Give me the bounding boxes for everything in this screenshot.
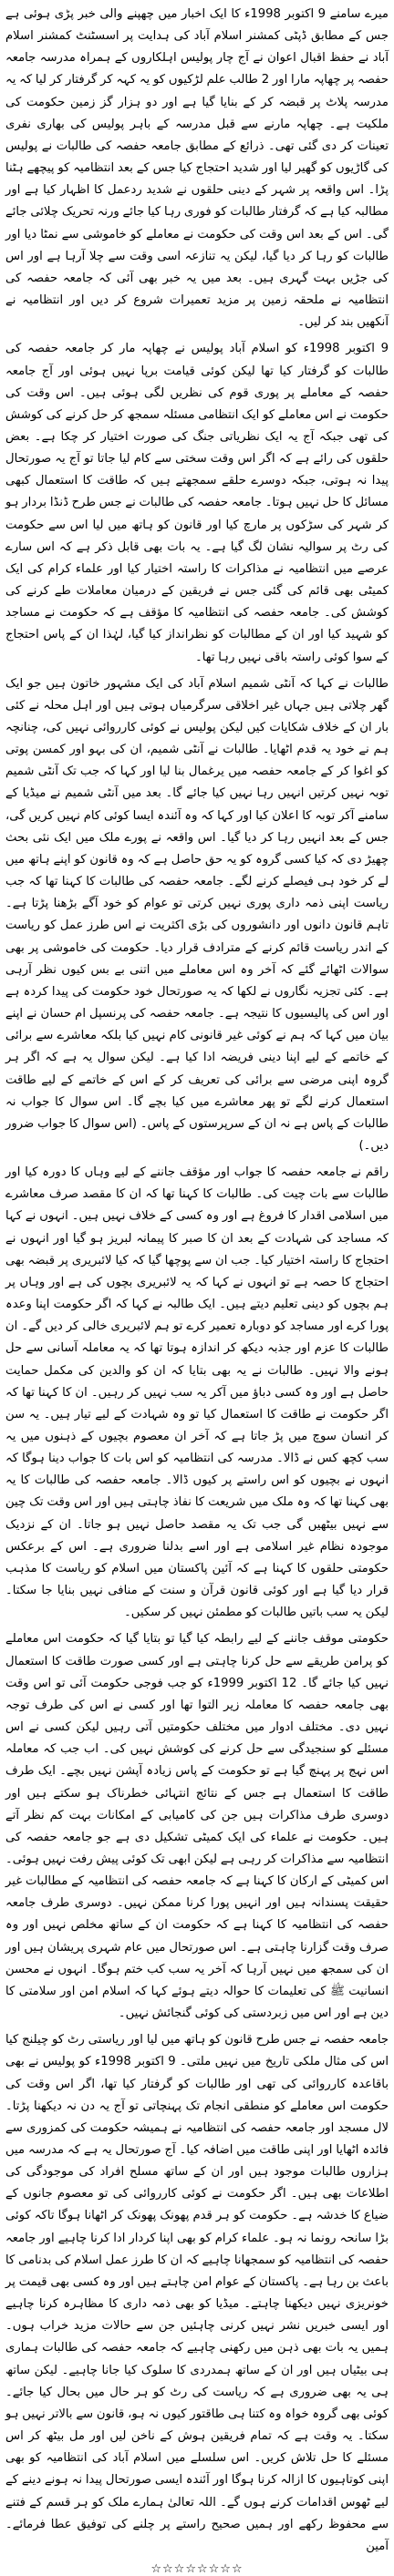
article-paragraph-1: میرے سامنے 9 اکتوبر 1998ء کا ایک اخبار میں چھپنے والی خبر پڑی ہوئی ہے جس کے مطابق ڈپٹی کمشنر اسلام آباد کی ہدایت پر اسسٹنٹ کمشنر اسلام آباد نے حفظ اقبال اعوان نے آج چار پولیس اہلکاروں کے ہمراہ مدرسہ جامعہ حفصہ پر چھاپہ مارا اور 2 طالب علم لڑکیوں کو یہ کہہ کر گرفتار کر لیا کہ یہ مدرسہ پلاٹ پر قبضہ کر کے بنایا گیا ہے اور دو ہزار گز زمین حکومت کی ملکیت ہے۔ چھاپہ مارنے سے قبل مدرسہ کے باہر پولیس کی بھاری نفری تعینات کر دی گئی تھی۔ ذرائع کے مطابق جامعہ حفصہ کی طالبات نے پولیس کی گاڑیوں کو گھیر لیا اور شدید احتجاج کیا جس کے بعد انتظامیہ کو پیچھے ہٹنا پڑا۔ اس واقعہ پر شہر کے دینی حلقوں نے شدید ردعمل کا اظہار کیا ہے اور مطالبہ کیا ہے کہ گرفتار طالبات کو فوری رہا کیا جائے ورنہ تحریک چلائی جائے گی۔ اس کے بعد اس وقت کی حکومت نے معاملے کو خاموشی سے نمٹا دیا اور طالبات کو رہا کر دیا گیا، لیکن یہ تنازعہ اسی وقت سے چلا آرہا ہے اور اس کی جڑیں بہت گہری ہیں۔ بعد میں یہ خبر بھی آئی کہ جامعہ حفصہ کی انتظامیہ نے ملحقہ زمین پر مزید تعمیرات شروع کر دیں اور انتظامیہ نے آنکھیں بند کر لیں۔ bbox=[5, 7, 389, 330]
article-paragraph-5: حکومتی موقف جاننے کے لیے رابطہ کیا گیا تو بتایا گیا کہ حکومت اس معاملے کو پرامن طریقے سے حل کرنا چاہتی ہے اور کسی صورت طاقت کا استعمال نہیں کیا جائے گا۔ 12 اکتوبر 1999ء کو جب فوجی حکومت آئی تو اس وقت بھی جامعہ حفصہ کا معاملہ زیر التوا تھا اور کسی نے اس کی طرف توجہ نہیں دی۔ مختلف ادوار میں مختلف حکومتیں آتی رہیں لیکن کسی نے اس مسئلے کو سنجیدگی سے حل کرنے کی کوشش نہیں کی۔ اب جب کہ معاملہ اس نہج پر پہنچ گیا ہے تو حکومت کے پاس زیادہ آپشن نہیں بچے۔ ایک طرف طاقت کا استعمال ہے جس کے نتائج انتہائی خطرناک ہو سکتے ہیں اور دوسری طرف مذاکرات ہیں جن کی کامیابی کے امکانات بہت کم نظر آتے ہیں۔ حکومت نے علماء کی ایک کمیٹی تشکیل دی ہے جو جامعہ حفصہ کی انتظامیہ سے مذاکرات کر رہی ہے لیکن ابھی تک کوئی پیش رفت نہیں ہوئی۔ اس کمیٹی کے ارکان کا کہنا ہے کہ جامعہ حفصہ کی انتظامیہ کے مطالبات غیر حقیقت پسندانہ ہیں اور انہیں پورا کرنا ممکن نہیں۔ دوسری طرف جامعہ حفصہ کی انتظامیہ کا کہنا ہے کہ حکومت ان کے ساتھ مخلص نہیں اور وہ صرف وقت گزارنا چاہتی ہے۔ اس صورتحال میں عام شہری پریشان ہیں اور ان کی سمجھ میں نہیں آرہا کہ آخر یہ سب کب ختم ہوگا۔ انہوں نے محسن انسانیت ﷺ کی تعلیمات کا حوالہ دیتے ہوئے کہا کہ اسلام امن اور سلامتی کا دین ہے اور اس میں زبردستی کی کوئی گنجائش نہیں۔ bbox=[5, 1632, 389, 2021]
end-divider: ☆☆☆☆☆☆☆☆ bbox=[150, 2561, 244, 2576]
article-paragraph-4: راقم نے جامعہ حفصہ کا جواب اور مؤقف جاننے کے لیے وہاں کا دورہ کیا اور طالبات سے بات چیت کی۔ طالبات کا کہنا تھا کہ ان کا مقصد صرف معاشرے میں اسلامی اقدار کا فروغ ہے اور وہ کسی کے خلاف نہیں ہیں۔ انہوں نے کہا کہ مساجد کی شہادت کے بعد ان کا صبر کا پیمانہ لبریز ہو گیا اور انہوں نے احتجاج کا راستہ اختیار کیا۔ جب ان سے پوچھا گیا کہ کیا لائبریری پر قبضہ بھی احتجاج کا حصہ ہے تو انہوں نے کہا کہ یہ لائبریری بچوں کی ہے اور وہاں پر ہم بچوں کو دینی تعلیم دیتے ہیں۔ ایک طالبہ نے کہا کہ اگر حکومت اپنا وعدہ پورا کرے اور مساجد کو دوبارہ تعمیر کرے تو ہم لائبریری خالی کر دیں گے۔ ان طالبات کا عزم اور جذبہ دیکھ کر اندازہ ہوتا تھا کہ یہ معاملہ آسانی سے حل ہونے والا نہیں۔ طالبات نے یہ بھی بتایا کہ ان کو والدین کی مکمل حمایت حاصل ہے اور وہ کسی دباؤ میں آکر یہ سب نہیں کر رہیں۔ ان کا کہنا تھا کہ اگر حکومت نے طاقت کا استعمال کیا تو وہ شہادت کے لیے تیار ہیں۔ یہ سن کر انسان سوچ میں پڑ جاتا ہے کہ آخر ان معصوم بچیوں کے ذہنوں میں یہ سب کچھ کس نے ڈالا۔ مدرسہ کی انتظامیہ کو اس بات کا جواب دینا ہوگا کہ انہوں نے بچیوں کو اس راستے پر کیوں ڈالا۔ جامعہ حفصہ کی طالبات کا یہ بھی کہنا تھا کہ وہ ملک میں شریعت کا نفاذ چاہتی ہیں اور اس وقت تک چین سے نہیں بیٹھیں گی جب تک یہ مقصد حاصل نہیں ہو جاتا۔ ان کے نزدیک موجودہ نظام غیر اسلامی ہے اور اسے بدلنا ضروری ہے۔ اس کے برعکس حکومتی حلقوں کا کہنا ہے کہ آئین پاکستان میں اسلام کو ریاست کا مذہب قرار دیا گیا ہے اور کوئی قانون قرآن و سنت کے منافی نہیں بنایا جا سکتا۔ لیکن یہ سب باتیں طالبات کو مطمئن نہیں کر سکیں۔ bbox=[5, 1165, 389, 1620]
article-paragraph-2: 9 اکتوبر 1998ء کو اسلام آباد پولیس نے چھاپہ مار کر جامعہ حفصہ کی طالبات کو گرفتار کیا تھا لیکن کوئی قیامت برپا نہیں ہوئی اور آج جامعہ حفصہ کے معاملے پر پوری قوم کی نظریں لگی ہوئی ہیں۔ اس وقت کی حکومت نے اس معاملے کو ایک انتظامی مسئلہ سمجھ کر حل کرنے کی کوشش کی تھی جبکہ آج یہ ایک نظریاتی جنگ کی صورت اختیار کر چکا ہے۔ بعض حلقوں کی رائے ہے کہ اگر اس وقت سختی سے کام لیا جاتا تو آج یہ صورتحال پیدا نہ ہوتی، جبکہ دوسرے حلقے سمجھتے ہیں کہ طاقت کا استعمال کبھی مسائل کا حل نہیں ہوتا۔ جامعہ حفصہ کی طالبات نے جس طرح ڈنڈا بردار ہو کر شہر کی سڑکوں پر مارچ کیا اور قانون کو ہاتھ میں لیا اس سے حکومت کی رٹ پر سوالیہ نشان لگ گیا ہے۔ یہ بات بھی قابل ذکر ہے کہ اس سارے عرصے میں انتظامیہ نے مذاکرات کا راستہ اختیار کیا اور علماء کرام کی ایک کمیٹی بھی قائم کی گئی جس نے فریقین کے درمیان معاملات طے کرنے کی کوشش کی۔ جامعہ حفصہ کی انتظامیہ کا مؤقف ہے کہ حکومت نے مساجد کو شہید کیا اور ان کے مطالبات کو نظرانداز کیا گیا، لہٰذا ان کے پاس احتجاج کے سوا کوئی راستہ باقی نہیں رہا تھا۔ bbox=[5, 342, 389, 664]
article-paragraph-3: طالبات نے کہا کہ آنٹی شمیم اسلام آباد کی ایک مشہور خاتون ہیں جو ایک گھر چلاتی ہیں جہاں غیر اخلاقی سرگرمیاں ہوتی ہیں اور اہل محلہ نے کئی بار ان کے خلاف شکایات کیں لیکن پولیس نے کوئی کارروائی نہیں کی، چنانچہ ہم نے خود یہ قدم اٹھایا۔ طالبات نے آنٹی شمیم، ان کی بہو اور کمسن پوتی کو اغوا کر کے جامعہ حفصہ میں یرغمال بنا لیا اور کہا کہ جب تک آنٹی شمیم توبہ نہیں کرتیں انہیں رہا نہیں کیا جائے گا۔ بعد میں آنٹی شمیم نے میڈیا کے سامنے آکر توبہ کا اعلان کیا اور کہا کہ وہ آئندہ ایسا کوئی کام نہیں کریں گی، جس کے بعد انہیں رہا کر دیا گیا۔ اس واقعہ نے پورے ملک میں ایک نئی بحث چھیڑ دی کہ کیا کسی گروہ کو یہ حق حاصل ہے کہ وہ قانون کو اپنے ہاتھ میں لے کر خود ہی فیصلے کرنے لگے۔ جامعہ حفصہ کی طالبات کا کہنا تھا کہ جب ریاست اپنی ذمہ داری پوری نہیں کرتی تو عوام کو خود آگے بڑھنا پڑتا ہے۔ تاہم قانون دانوں اور دانشوروں کی بڑی اکثریت نے اس طرز عمل کو ریاست کے اندر ریاست قائم کرنے کے مترادف قرار دیا۔ حکومت کی خاموشی پر بھی سوالات اٹھائے گئے کہ آخر وہ اس معاملے میں اتنی بے بس کیوں نظر آرہی ہے۔ کئی تجزیہ نگاروں نے لکھا کہ یہ صورتحال خود حکومت کی پیدا کردہ ہے اور اس کی پالیسیوں کا نتیجہ ہے۔ جامعہ حفصہ کی پرنسپل ام حسان نے اپنے بیان میں کہا کہ ہم نے کوئی غیر قانونی کام نہیں کیا بلکہ معاشرے سے برائی کے خاتمے کے لیے اپنا دینی فریضہ ادا کیا ہے۔ لیکن سوال یہ ہے کہ اگر ہر گروہ اپنی مرضی سے برائی کی تعریف کر کے اس کے خاتمے کے لیے طاقت استعمال کرنے لگے تو پھر معاشرے میں کیا بچے گا۔ اس سوال کا جواب نہ طالبات کے پاس ہے نہ ان کے سرپرستوں کے پاس۔ (اس سوال کا جواب ضرور دیں۔) bbox=[5, 676, 389, 1153]
article-paragraph-6: جامعہ حفصہ نے جس طرح قانون کو ہاتھ میں لیا اور ریاستی رٹ کو چیلنج کیا اس کی مثال ملکی تاریخ میں نہیں ملتی۔ 9 اکتوبر 1998ء کو پولیس نے بھی باقاعدہ کارروائی کی تھی اور طالبات کو گرفتار کیا تھا، اگر اس وقت کی حکومت اس معاملے کو منطقی انجام تک پہنچاتی تو آج یہ دن نہ دیکھنا پڑتا۔ لال مسجد اور جامعہ حفصہ کی انتظامیہ نے ہمیشہ حکومت کی کمزوری سے فائدہ اٹھایا اور اپنی طاقت میں اضافہ کیا۔ آج صورتحال یہ ہے کہ مدرسہ میں ہزاروں طالبات موجود ہیں اور ان کے ساتھ مسلح افراد کی موجودگی کی اطلاعات بھی ہیں۔ اگر حکومت نے کوئی کارروائی کی تو معصوم جانوں کے ضیاع کا خدشہ ہے۔ حکومت کو ہر قدم پھونک پھونک کر اٹھانا ہوگا تاکہ کوئی بڑا سانحہ رونما نہ ہو۔ علماء کرام کو بھی اپنا کردار ادا کرنا چاہیے اور جامعہ حفصہ کی انتظامیہ کو سمجھانا چاہیے کہ ان کا طرز عمل اسلام کی بدنامی کا باعث بن رہا ہے۔ پاکستان کے عوام امن چاہتے ہیں اور وہ کسی بھی قیمت پر خونریزی نہیں دیکھنا چاہتے۔ میڈیا کو بھی ذمہ داری کا مظاہرہ کرنا چاہیے اور ایسی خبریں نشر نہیں کرنی چاہئیں جن سے حالات مزید خراب ہوں۔ ہمیں یہ بات بھی ذہن میں رکھنی چاہیے کہ جامعہ حفصہ کی طالبات ہماری ہی بیٹیاں ہیں اور ان کے ساتھ ہمدردی کا سلوک کیا جانا چاہیے۔ لیکن ساتھ ہی یہ بھی ضروری ہے کہ ریاست کی رٹ کو ہر حال میں بحال کیا جائے۔ کوئی بھی گروہ خواہ وہ کتنا ہی طاقتور کیوں نہ ہو، قانون سے بالاتر نہیں ہو سکتا۔ یہ وقت ہے کہ تمام فریقین ہوش کے ناخن لیں اور مل بیٹھ کر اس مسئلے کا حل تلاش کریں۔ اس سلسلے میں اسلام آباد کی انتظامیہ کو بھی اپنی کوتاہیوں کا ازالہ کرنا ہوگا اور آئندہ ایسی صورتحال پیدا نہ ہونے دینے کے لیے ٹھوس اقدامات کرنے ہوں گے۔ اللہ تعالیٰ ہمارے ملک کو ہر قسم کے فتنے سے محفوظ رکھے اور ہمیں صحیح راستے پر چلنے کی توفیق عطا فرمائے۔ آمین bbox=[5, 2033, 389, 2553]
